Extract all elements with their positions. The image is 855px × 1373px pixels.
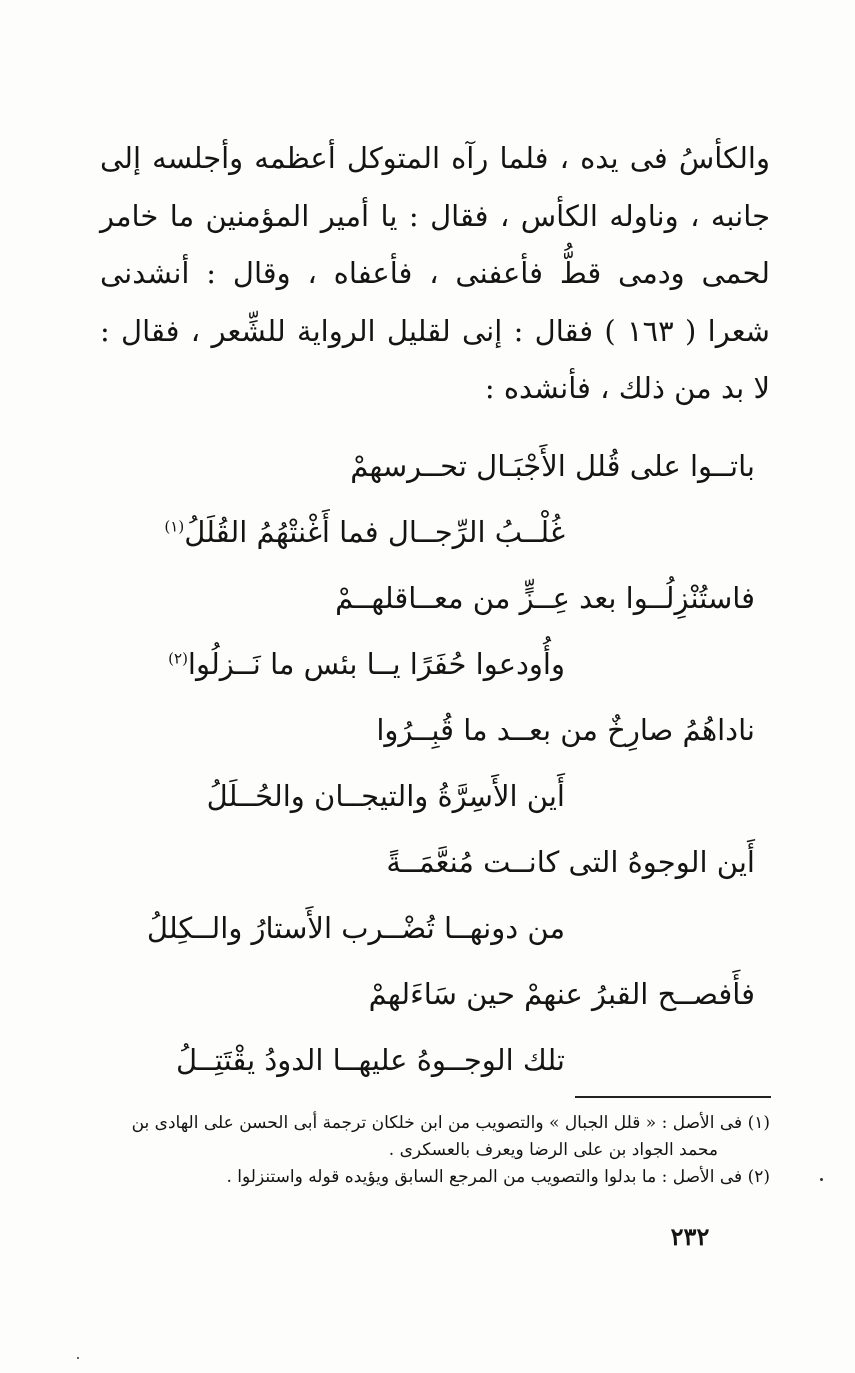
- verse-text: تلك الوجــوهُ عليهــا الدودُ يقْتَتِــلُ: [175, 1043, 565, 1077]
- verse-text: أَين الأَسِرَّةُ والتيجــان والحُــلَلُ: [206, 779, 565, 813]
- verse-text: ناداهُمُ صارِخٌ من بعــد ما قُبِــرُوا: [376, 713, 755, 747]
- verse-text: فاستُنْزِلُــوا بعد عِــزٍّ من معــاقلهــمْ: [335, 581, 755, 615]
- verse-3-first-hemistich: [376, 710, 755, 750]
- verse-text: من دونهــا تُضْــرب الأَستارُ والــكِللُ: [146, 911, 565, 945]
- scan-speck: [77, 1357, 79, 1359]
- verse-text: أَين الوجوهُ التى كانــت مُنعَّمَــةً: [386, 845, 755, 879]
- footnote-1: [100, 1110, 770, 1137]
- body-text: [100, 130, 770, 418]
- footnote-marker: (١): [164, 517, 185, 536]
- verse-1-first-hemistich: [350, 446, 755, 486]
- page-number: ٢٣٢: [670, 1222, 710, 1251]
- verse-text: فأَفصــح القبرُ عنهمْ حين سَاءَلهمْ: [368, 977, 755, 1011]
- verse-2-first-hemistich: [335, 578, 755, 618]
- footnote-2-marker: (٢): [747, 1167, 770, 1187]
- verse-4-second-hemistich: [147, 908, 565, 948]
- scan-speck: [820, 1178, 823, 1181]
- verse-text: وأُودعوا حُفَرًا يــا بئس ما نَــزلُوا: [187, 647, 565, 681]
- verse-text: غُلْــبُ الرِّجــال فما أَغْنتْهُمُ القُلَلُ: [184, 515, 565, 549]
- footnote-1-text: فى الأصل : « قلل الجبال » والتصويب من ابن خلكان ترجمة أبى الحسن على الهادى بن: [131, 1113, 743, 1133]
- verse-5-first-hemistich: [369, 974, 755, 1014]
- verse-3-second-hemistich: [207, 776, 565, 816]
- verse-4-first-hemistich: [386, 842, 755, 882]
- verse-2-second-hemistich: [168, 644, 565, 684]
- footnote-2: [100, 1164, 770, 1191]
- verse-text: باتــوا على قُلل الأَجْبَـال تحــرسهمْ: [350, 449, 755, 483]
- footnote-1-continuation: محمد الجواد بن على الرضا ويعرف بالعسكرى .: [388, 1140, 718, 1160]
- footnote-1-marker: (١): [747, 1113, 770, 1133]
- body-paragraph: والكأسُ فى يده ، فلما رآه المتوكل أعظمه وأجلسه إلى جانبه ، وناوله الكأس ، فقال : يا أمير المؤمنين ما خامر لحمى ودمى قطُّ فأعفنى ، فأعفاه ، وقال : أنشدنى شعرا ( ١٦٣ ) فقال : إنى لقليل الرواية للشِّعر ، فقال : لا بد من ذلك ، فأنشده :: [100, 141, 770, 405]
- verse-5-second-hemistich: [176, 1040, 565, 1080]
- verse-1-second-hemistich: [164, 512, 565, 552]
- footnote-divider: [575, 1096, 771, 1098]
- footnotes: [100, 1110, 770, 1191]
- footnote-marker: (٢): [168, 649, 188, 668]
- footnote-2-text: فى الأصل : ما بدلوا والتصويب من المرجع السابق ويؤيده قوله واستنزلوا .: [226, 1167, 743, 1187]
